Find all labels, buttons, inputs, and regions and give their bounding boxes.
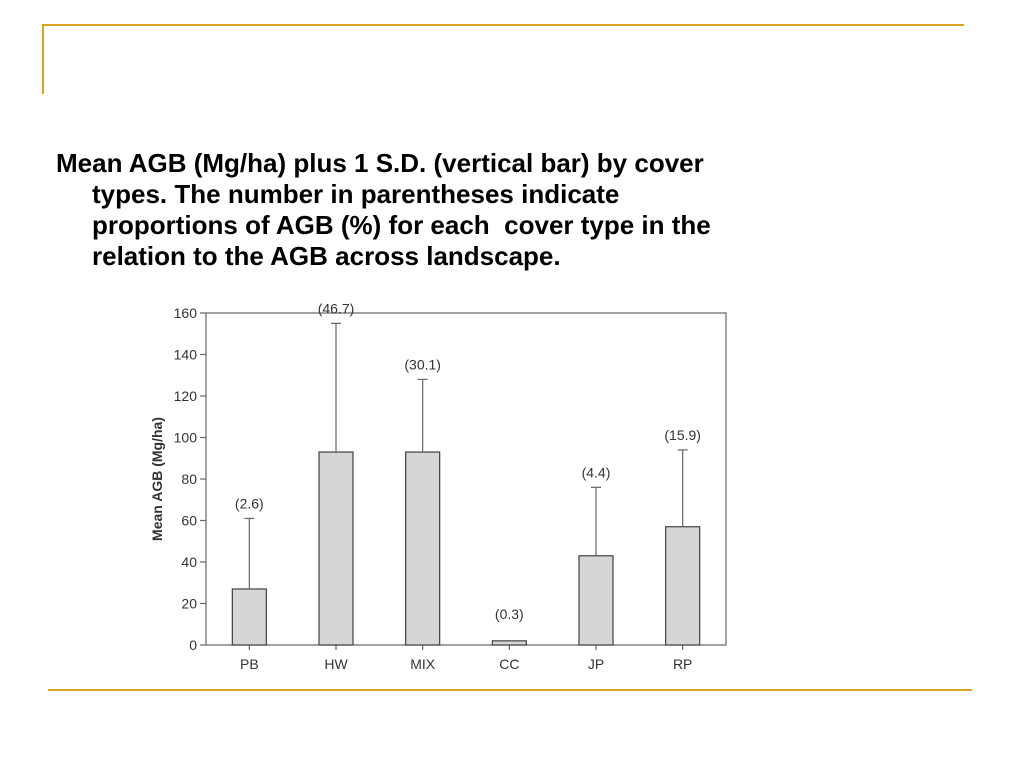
bar-annotation: (15.9) <box>664 426 701 443</box>
slide-caption <box>56 148 856 272</box>
y-tick-label: 100 <box>173 429 197 446</box>
x-tick-label: RP <box>672 656 693 672</box>
bar-annotation: (2.6) <box>234 495 264 512</box>
caption-line-1: Mean AGB (Mg/ha) plus 1 S.D. (vertical bar) by cover <box>56 148 704 178</box>
bar-annotation: (46.7) <box>317 300 355 317</box>
y-tick-label: 60 <box>181 512 197 529</box>
bar-hw <box>319 452 353 645</box>
y-tick-label: 160 <box>173 305 197 321</box>
top-accent-rule <box>42 24 964 26</box>
x-tick-label: CC <box>499 656 520 672</box>
bar-annotation: (0.3) <box>494 605 524 622</box>
y-tick-label: 20 <box>181 595 197 612</box>
x-tick-label: JP <box>587 656 605 672</box>
x-tick-label: HW <box>324 656 348 672</box>
y-tick-label: 120 <box>173 388 197 404</box>
plot-frame <box>206 313 726 645</box>
bar-rp <box>666 527 700 645</box>
bar-annotation: (4.4) <box>581 464 611 481</box>
y-tick-label: 0 <box>189 637 197 653</box>
bar-cc <box>492 641 526 645</box>
y-tick-label: 140 <box>173 346 197 363</box>
caption-line-3: proportions of AGB (%) for each cover type in the <box>92 210 711 240</box>
bar-annotation: (30.1) <box>404 356 441 373</box>
bar-mix <box>406 452 440 645</box>
left-accent-rule <box>42 24 44 94</box>
agb-bar-chart <box>140 298 740 680</box>
y-tick-label: 80 <box>181 471 197 487</box>
y-tick-label: 40 <box>181 554 197 570</box>
chart-canvas <box>140 298 740 680</box>
caption-line-2: types. The number in parentheses indicate <box>92 179 620 209</box>
y-axis-label: Mean AGB (Mg/ha) <box>149 417 165 541</box>
bottom-accent-rule <box>48 689 972 691</box>
x-tick-label: PB <box>239 656 259 672</box>
bar-jp <box>579 556 613 645</box>
bar-pb <box>232 589 266 645</box>
x-tick-label: MIX <box>410 656 436 672</box>
caption-line-4: relation to the AGB across landscape. <box>92 241 561 271</box>
